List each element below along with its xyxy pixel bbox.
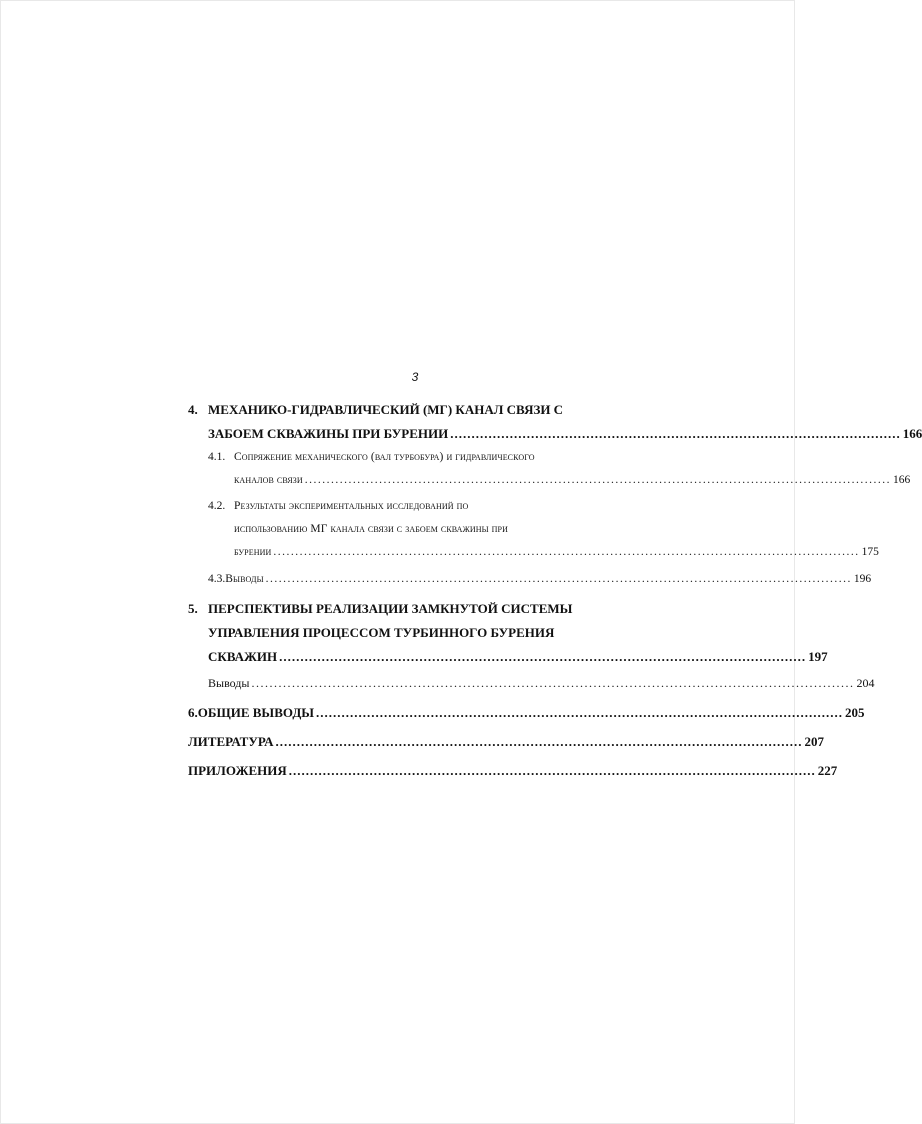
toc-ch5-number: 5.: [188, 601, 198, 616]
toc-ch5-title-line3: СКВАЖИН: [208, 649, 278, 664]
toc-s43-page: 196: [853, 573, 872, 585]
toc-ch6-line: [188, 705, 865, 721]
toc-literatura-page: 207: [804, 734, 825, 749]
toc-ch5-page: 197: [808, 649, 828, 664]
toc-s42-number: 4.2.: [208, 500, 226, 512]
toc-leader: ............................................................................................................................: [288, 763, 816, 778]
toc-s41-title-line1: Сопряжение механического (вал турбобура) и гидравлического: [234, 451, 535, 463]
toc-ch5-title-line1: ПЕРСПЕКТИВЫ РЕАЛИЗАЦИИ ЗАМКНУТОЙ СИСТЕМЫ: [208, 601, 573, 616]
toc-s42-title-line2: использованию МГ канала связи с забоем скважины при: [234, 523, 508, 535]
toc-ch5-line3: [208, 649, 828, 665]
toc-s42-page: 175: [861, 546, 879, 558]
toc-ch4-title-line2: ЗАБОЕМ СКВАЖИНЫ ПРИ БУРЕНИИ: [208, 426, 449, 441]
toc-leader: ..........................................................................................................: [450, 426, 901, 441]
page-number: 3: [411, 370, 419, 384]
toc-leader: ......................................................................................................................................: [251, 676, 855, 690]
toc-s42-title-line1: Результаты экспериментальных исследований по: [234, 500, 469, 512]
toc-ch5-line1: [188, 601, 572, 617]
toc-ch4-title-line1: МЕХАНИКО-ГИДРАВЛИЧЕСКИЙ (МГ) КАНАЛ СВЯЗИ С: [208, 402, 564, 417]
toc-leader: ............................................................................................................................: [279, 649, 807, 664]
toc-s41-line2: [234, 474, 911, 486]
toc-leader: ............................................................................................................................: [275, 734, 803, 749]
toc-prilozheniya-page: 227: [817, 763, 838, 778]
toc-literatura-title: ЛИТЕРАТУРА: [188, 734, 274, 749]
toc-s41-line1: [208, 451, 535, 463]
toc-literatura-line: [188, 734, 825, 750]
toc-vyvody5-line: [208, 676, 875, 691]
toc-vyvody5-page: 204: [856, 676, 875, 690]
toc-ch5-title-line2: УПРАВЛЕНИЯ ПРОЦЕССОМ ТУРБИННОГО БУРЕНИЯ: [208, 625, 555, 640]
toc-s43-title: Выводы: [225, 573, 264, 585]
toc-s42-line1: [208, 500, 468, 512]
toc-ch4-line2: [208, 426, 922, 442]
toc-leader: ............................................................................................................................: [316, 705, 844, 720]
toc-ch4-line1: [188, 402, 563, 418]
toc-ch6-number: 6.: [188, 705, 198, 720]
toc-ch4-page: 166: [902, 426, 922, 441]
toc-s42-line3: [234, 546, 879, 558]
toc-s41-title-line2: каналов связи: [234, 474, 303, 486]
toc-leader: ......................................................................................................................................: [273, 546, 860, 558]
toc-s41-page: 166: [893, 474, 911, 486]
toc-ch4-number: 4.: [188, 402, 198, 417]
toc-s41-number: 4.1.: [208, 451, 226, 463]
toc-ch6-page: 205: [845, 705, 865, 720]
toc-leader: ......................................................................................................................................: [304, 474, 892, 486]
toc-leader: ......................................................................................................................................: [265, 573, 852, 585]
toc-s43-line: [208, 573, 872, 585]
toc-ch6-title: ОБЩИЕ ВЫВОДЫ: [197, 705, 315, 720]
toc-prilozheniya-title: ПРИЛОЖЕНИЯ: [188, 763, 287, 778]
toc-prilozheniya-line: [188, 763, 838, 779]
toc-s43-number: 4.3.: [208, 573, 226, 585]
toc-vyvody5-title: Выводы: [208, 676, 250, 690]
toc-ch5-line2: [208, 625, 554, 641]
toc-s42-line2: [234, 523, 508, 535]
toc-s42-title-line3: бурении: [234, 546, 272, 558]
